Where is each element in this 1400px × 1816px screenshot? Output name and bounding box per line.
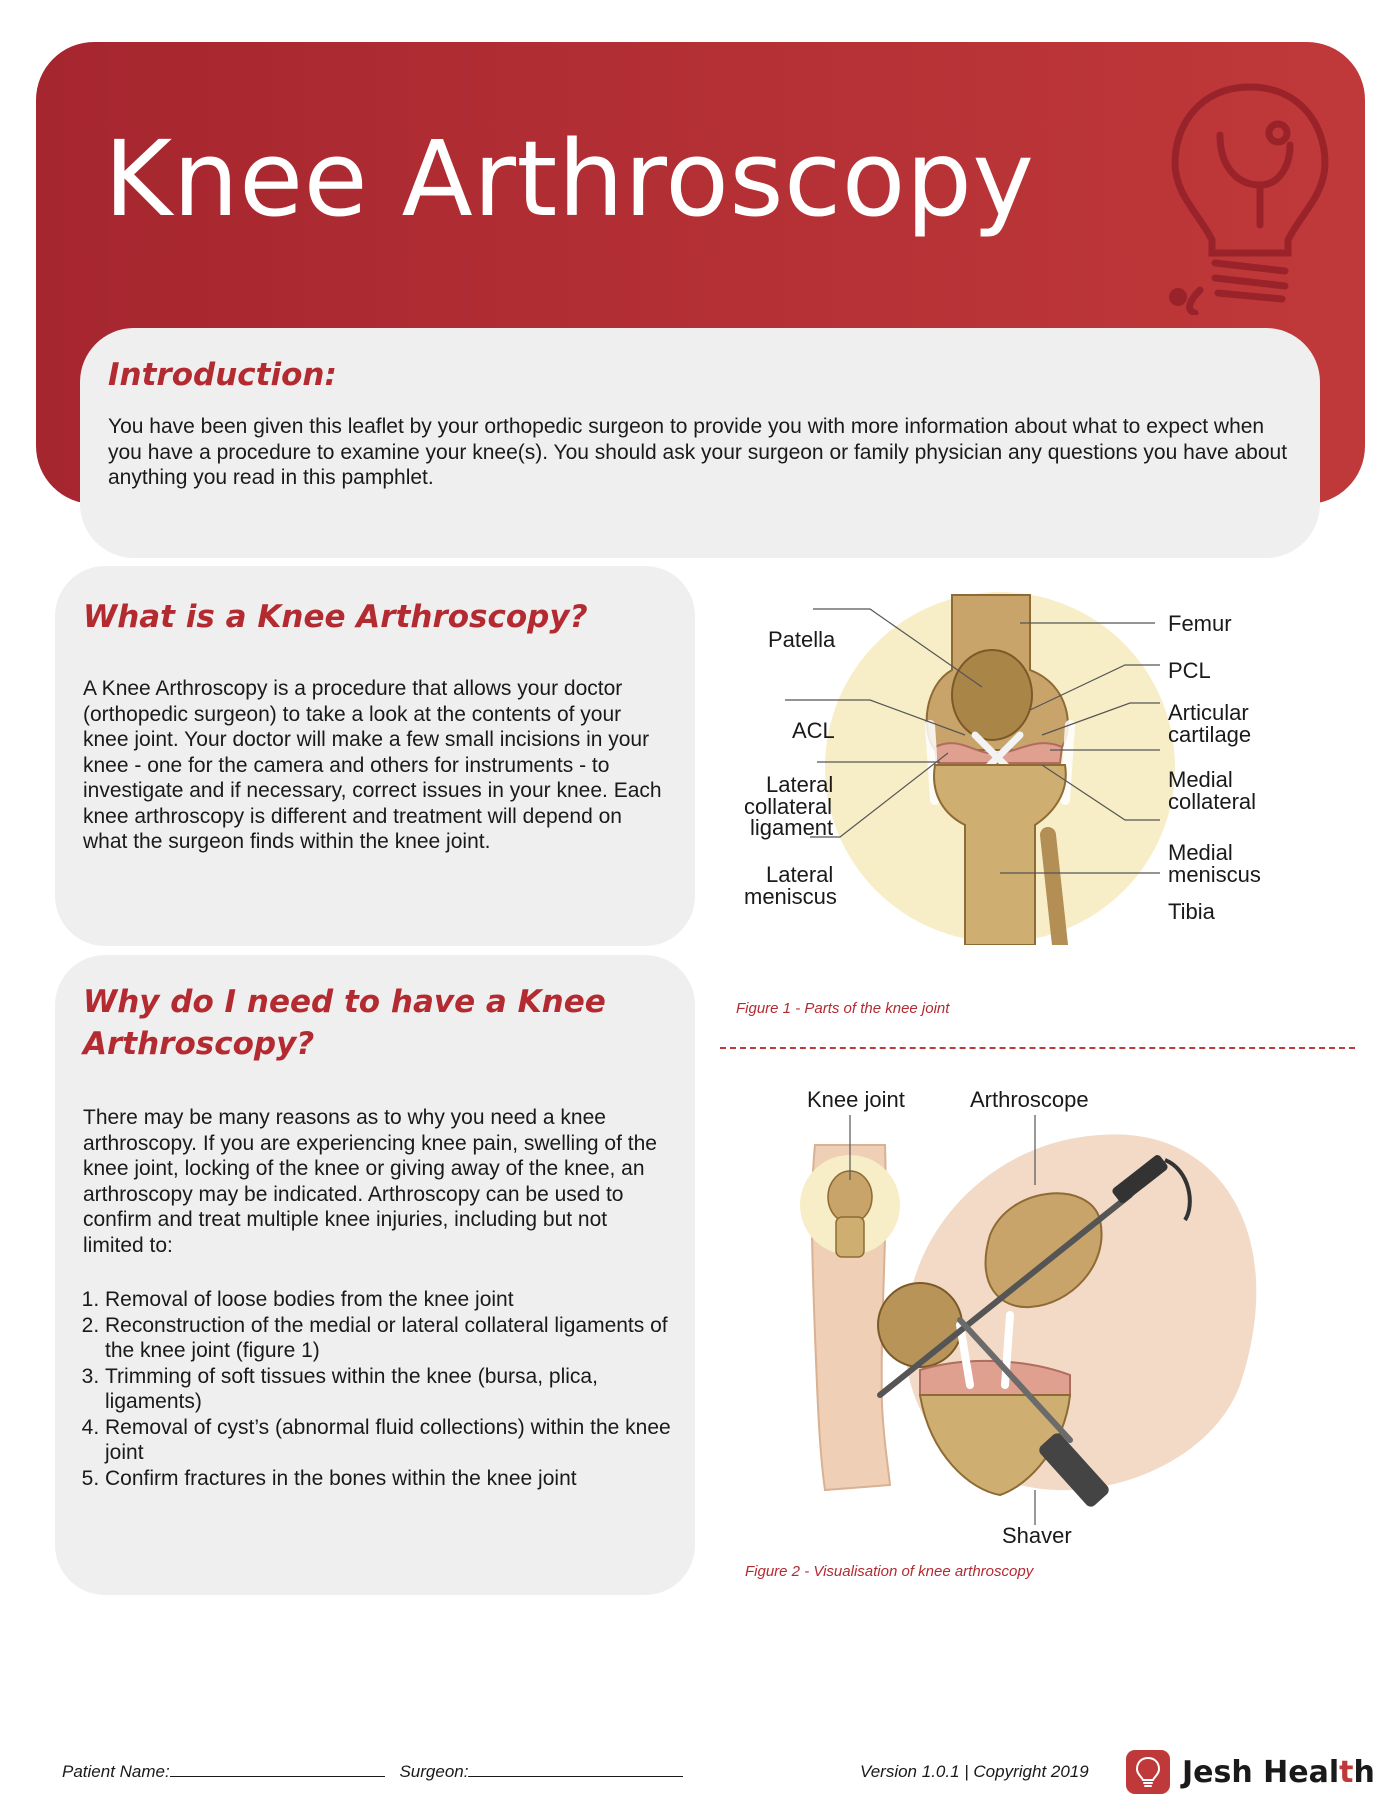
femur-label: Femur	[1168, 611, 1232, 636]
lightbulb-icon	[1126, 1750, 1170, 1794]
surgeon-label: Surgeon:	[399, 1762, 469, 1781]
patient-name-field[interactable]	[170, 1762, 385, 1777]
list-item: 4. Removal of cyst’s (abnormal fluid collections) within the knee joint	[105, 1415, 695, 1466]
figure-2-caption: Figure 2 - Visualisation of knee arthroscopy	[745, 1563, 1034, 1580]
what-is-heading: What is a Knee Arthroscopy?	[83, 599, 588, 635]
brand-name: Jesh Health	[1182, 1754, 1375, 1790]
lateral-collateral-label: ligament	[750, 815, 834, 840]
lateral-collateral-label: Lateral	[766, 772, 834, 797]
medial-collateral-label: Medial	[1168, 767, 1233, 792]
version-text: Version 1.0.1 | Copyright 2019	[860, 1762, 1089, 1781]
articular-cartilage-label: cartilage	[1168, 722, 1252, 747]
lateral-meniscus-label: Lateral	[766, 862, 834, 887]
lateral-meniscus-label: meniscus	[744, 884, 837, 909]
what-is-card	[55, 566, 695, 946]
brand-logo	[1126, 1750, 1375, 1794]
articular-cartilage-label: Articular	[1168, 700, 1249, 725]
pcl-label: PCL	[1168, 658, 1211, 683]
patella-bone	[952, 650, 1032, 740]
medial-meniscus-label: Medial	[1168, 840, 1233, 865]
arthroscopy-figure	[770, 1085, 1330, 1545]
patient-name-label: Patient Name:	[62, 1762, 170, 1781]
why-text: There may be many reasons as to why you need a knee arthroscopy. If you are experiencing knee pain, swelling of the knee joint, locking of the knee or giving away of the knee, an arthroscopy may be indicated. Arthroscopy can be used to confirm and treat multiple knee injuries, including but not limited to:	[83, 1106, 657, 1257]
introduction-heading: Introduction:	[108, 357, 337, 393]
lightbulb-stethoscope-icon	[1160, 75, 1340, 315]
introduction-card	[80, 328, 1320, 558]
lateral-collateral-label: collateral	[744, 794, 833, 819]
reasons-list	[83, 1287, 695, 1491]
list-item: 3. Trimming of soft tissues within the knee (bursa, plica, ligaments)	[105, 1364, 695, 1415]
list-item: 2. Reconstruction of the medial or lateral collateral ligaments of the knee joint (figure 1)	[105, 1313, 695, 1364]
knee-anatomy-figure	[730, 585, 1360, 945]
footer-fields	[62, 1762, 693, 1782]
introduction-text: You have been given this leaflet by your orthopedic surgeon to provide you with more information about what to expect when you have a procedure to examine your knee(s). You should ask your surgeon or family physician any questions you have about anything you read in this pamphlet.	[108, 415, 1288, 489]
figure-1-caption: Figure 1 - Parts of the knee joint	[736, 1000, 950, 1017]
what-is-text: A Knee Arthroscopy is a procedure that allows your doctor (orthopedic surgeon) to take a look at the contents of your knee joint. Your doctor will make a few small incisions in your knee - one for the camera and others for instruments - to investigate and if necessary, correct issues in your knee. Each knee arthroscopy is different and treatment will depend on what the surgeon finds within the knee joint.	[83, 677, 662, 853]
acl-label: ACL	[792, 718, 835, 743]
page-title: Knee Arthroscopy	[104, 118, 1035, 240]
section-divider	[720, 1047, 1355, 1049]
knee-joint-label: Knee joint	[807, 1087, 905, 1112]
patella-label: Patella	[768, 627, 836, 652]
list-item: 1. Removal of loose bodies from the knee joint	[105, 1287, 695, 1313]
medial-collateral-label: collateral	[1168, 789, 1257, 814]
why-card	[55, 955, 695, 1595]
patella-bone	[878, 1283, 962, 1367]
medial-meniscus-label: meniscus	[1168, 862, 1261, 887]
arthroscope-label: Arthroscope	[970, 1087, 1089, 1112]
tibia-label: Tibia	[1168, 899, 1215, 924]
surgeon-field[interactable]	[468, 1762, 683, 1777]
why-heading: Why do I need to have a Knee Arthroscopy?	[83, 984, 606, 1062]
list-item: 5. Confirm fractures in the bones within the knee joint	[105, 1466, 695, 1492]
shaver-label: Shaver	[1002, 1523, 1072, 1545]
